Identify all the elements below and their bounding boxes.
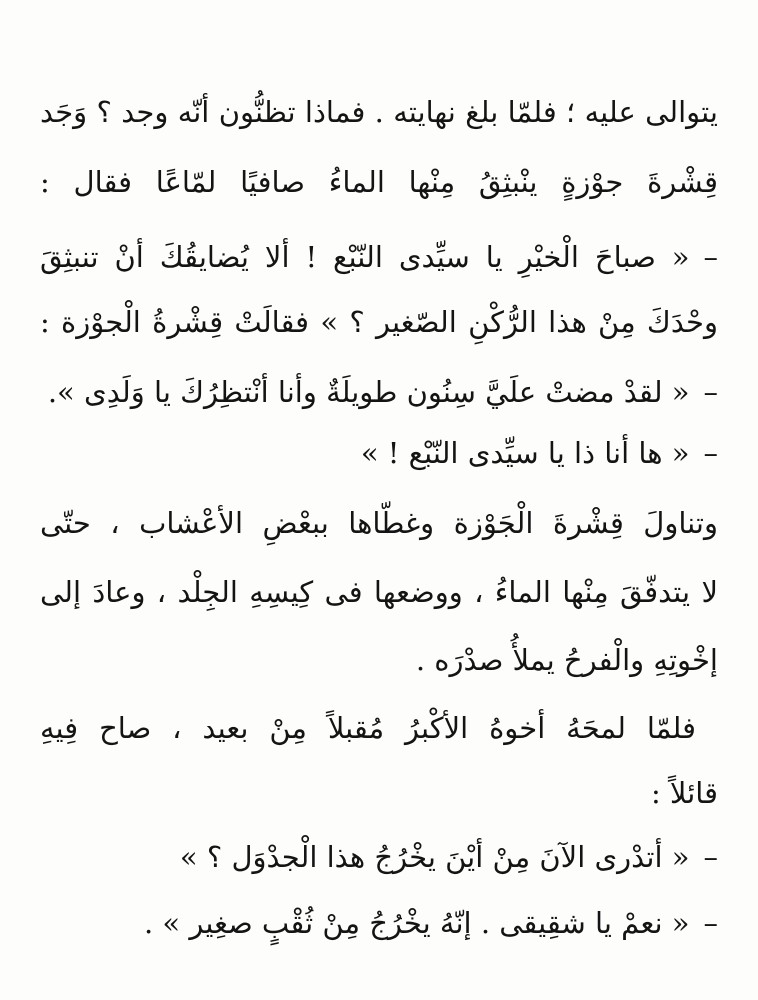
dialogue-dash: – [703,375,718,409]
line-text: وحْدَكَ مِنْ هذا الرُّكْنِ الصّغير ؟ » فقالَتْ قِشْرةُ الْجوْزة : [40,305,718,339]
line-text: وتناولَ قِشْرةَ الْجَوْزة وغطّاها ببعْضِ الأعْشاب ، حتّى [40,506,718,540]
line-text: « صباحَ الْخيْرِ يا سيِّدى النّبْع ! ألا يُضايقُكَ أنْ تنبثِقَ [40,240,690,274]
dialogue-dash: – [703,240,718,274]
line-text: لا يتدفّقَ مِنْها الماءُ ، ووضعها فى كِيسِهِ الجِلْد ، وعادَ إلى [40,575,718,609]
text-line-1 [40,92,718,132]
text-line-8 [40,572,718,612]
dialogue-line-6 [40,433,718,473]
line-text: « ها أنا ذا يا سيِّدى النّبْع ! » [360,436,690,470]
dialogue-dash: – [703,436,718,470]
text-line-4 [40,302,718,342]
text-line-7 [40,503,718,543]
line-text: « نعمْ يا شقِيقى . إنّهُ يخْرُجُ مِنْ ثُقْبٍ صغِير » . [143,906,690,940]
text-line-10 [40,708,696,748]
line-text: يتوالى عليه ؛ فلمّا بلغ نهايته . فماذا تظنُّون أنّه وجد ؟ وَجَد [40,95,718,129]
dialogue-line-5 [40,372,718,412]
line-text: « أتدْرى الآنَ مِنْ أيْنَ يخْرُجُ هذا الْجدْوَل ؟ » [179,840,690,874]
text-line-9 [40,640,718,680]
text-line-2 [40,162,718,202]
dialogue-line-3 [40,237,718,277]
text-line-11 [40,773,718,813]
dialogue-line-13 [40,903,718,943]
line-text: « لقدْ مضتْ علَيَّ سِنُون طويلَةٌ وأنا أنْتظِرُكَ يا وَلَدِى ». [47,375,690,409]
line-text: فلمّا لمحَهُ أخوهُ الأكْبرُ مُقبلاً مِنْ بعيد ، صاح فِيهِ [40,711,696,745]
line-text: قِشْرةَ جوْزةٍ ينْبثِقُ مِنْها الماءُ صافيًا لمّاعًا فقال : [40,165,718,199]
line-text: إخْوتِهِ والْفرحُ يملأُ صدْرَه . [415,643,718,677]
line-text: قائلاً : [650,776,718,810]
dialogue-line-12 [40,837,718,877]
dialogue-dash: – [703,840,718,874]
dialogue-dash: – [703,906,718,940]
